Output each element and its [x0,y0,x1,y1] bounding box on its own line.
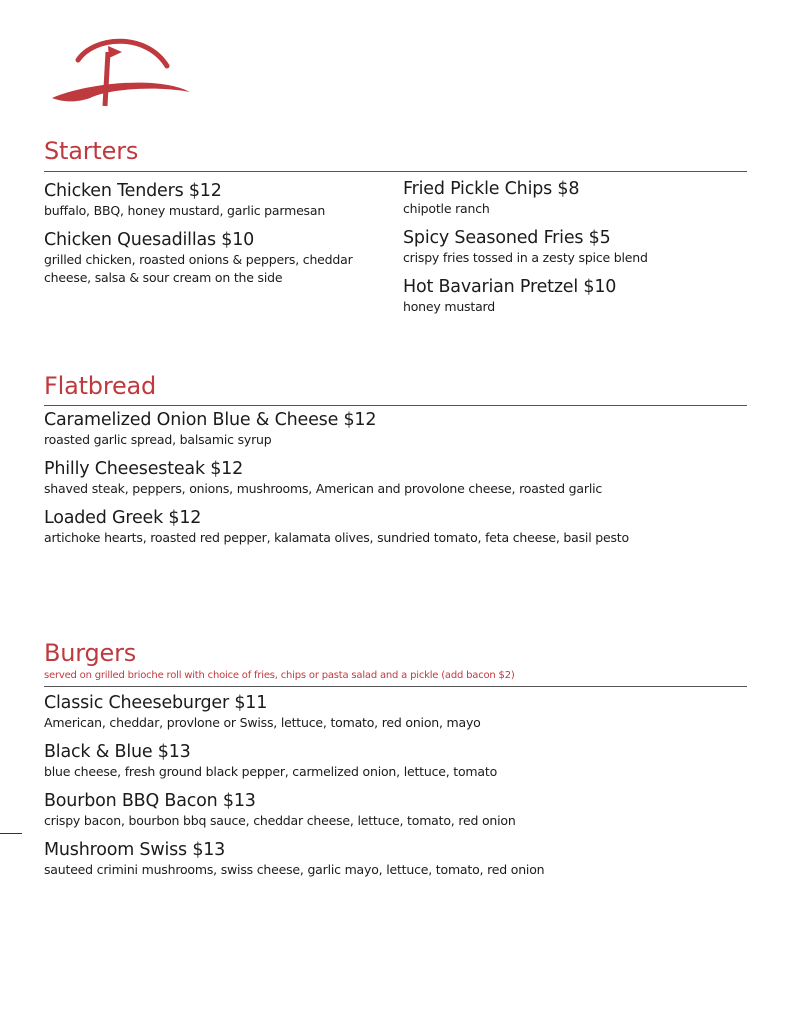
menu-item [44,791,516,830]
menu-item [44,230,394,287]
item-name: Philly Cheesesteak $12 [44,459,244,479]
item-description: American, cheddar, provlone or Swiss, lettuce, tomato, red onion, mayo [44,715,481,730]
section-rule [44,405,747,406]
section-note: served on grilled brioche roll with choice of fries, chips or pasta salad and a pickle (add bacon $2) [44,670,515,681]
item-description: crispy bacon, bourbon bbq sauce, cheddar cheese, lettuce, tomato, red onion [44,813,516,828]
item-description: shaved steak, peppers, onions, mushrooms, American and provolone cheese, roasted garlic [44,481,603,496]
item-description: honey mustard [403,299,495,314]
item-description: grilled chicken, roasted onions & peppers, cheddar cheese, salsa & sour cream on the side [44,252,353,285]
menu-item [44,840,544,879]
item-description: blue cheese, fresh ground black pepper, carmelized onion, lettuce, tomato [44,764,498,779]
item-name: Loaded Greek $12 [44,508,202,528]
menu-item [44,410,376,449]
menu-item [44,742,497,781]
item-name: Classic Cheeseburger $11 [44,693,268,713]
item-name: Bourbon BBQ Bacon $13 [44,791,256,811]
hill-arc [78,41,167,66]
ground-swoosh [52,83,190,102]
section-title-burgers: Burgers [44,639,137,667]
menu-item [403,228,648,267]
item-description: crispy fries tossed in a zesty spice blend [403,250,648,265]
golf-flag-logo [50,26,195,106]
menu-item [44,181,325,220]
menu-item [403,179,579,218]
flag-pennant [108,46,122,58]
flag-pole [105,52,108,106]
menu-item [44,693,481,732]
margin-mark [0,833,22,834]
item-description: sauteed crimini mushrooms, swiss cheese, garlic mayo, lettuce, tomato, red onion [44,862,545,877]
item-name: Spicy Seasoned Fries $5 [403,228,611,248]
section-title-starters: Starters [44,137,139,165]
section-rule [44,686,747,687]
menu-item [44,508,629,547]
item-description: buffalo, BBQ, honey mustard, garlic parmesan [44,203,326,218]
item-description: roasted garlic spread, balsamic syrup [44,432,272,447]
section-title-flatbread: Flatbread [44,372,157,400]
item-description: artichoke hearts, roasted red pepper, kalamata olives, sundried tomato, feta cheese, basil pesto [44,530,629,545]
item-name: Chicken Tenders $12 [44,181,222,201]
item-name: Black & Blue $13 [44,742,191,762]
item-name: Mushroom Swiss $13 [44,840,226,860]
item-name: Fried Pickle Chips $8 [403,179,580,199]
item-name: Hot Bavarian Pretzel $10 [403,277,617,297]
item-description: chipotle ranch [403,201,490,216]
item-name: Caramelized Onion Blue & Cheese $12 [44,410,377,430]
menu-item [44,459,602,498]
item-name: Chicken Quesadillas $10 [44,230,255,250]
section-rule [44,171,747,172]
menu-item [403,277,616,316]
